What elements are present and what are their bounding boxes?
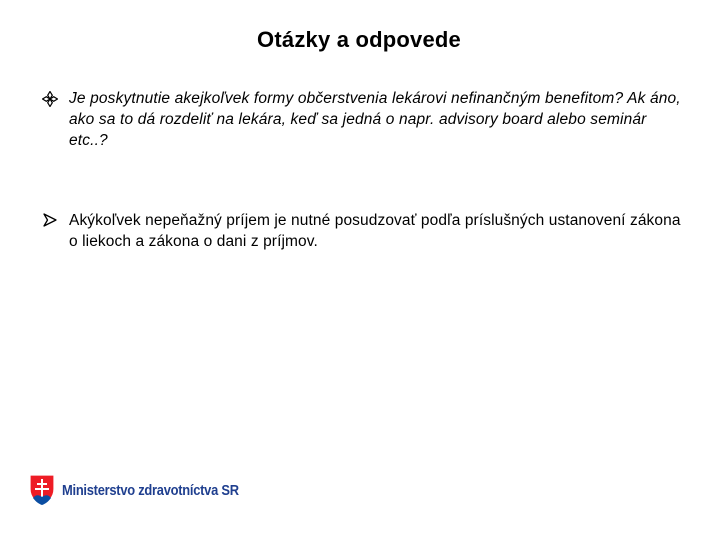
slovak-coat-of-arms-icon [29,474,55,506]
arrow-bullet-icon [42,210,69,230]
ministry-logo [29,474,268,506]
list-item [42,88,682,151]
page-title: Otázky a odpovede [257,27,461,52]
organization-name: Ministerstvo zdravotníctva SR [62,481,239,499]
diamond-bullet-icon [42,88,69,108]
answer-text: Akýkoľvek nepeňažný príjem je nutné posudzovať podľa príslušných ustanovení zákona o liekoch a zákona o dani z príjmov. [69,212,681,250]
question-text: Je poskytnutie akejkoľvek formy občerstvenia lekárovi nefinančným benefitom? Ak áno, ako sa to dá rozdeliť na lekára, keď sa jedná o napr. advisory board alebo seminár etc..? [69,90,681,149]
list-item [42,210,682,252]
